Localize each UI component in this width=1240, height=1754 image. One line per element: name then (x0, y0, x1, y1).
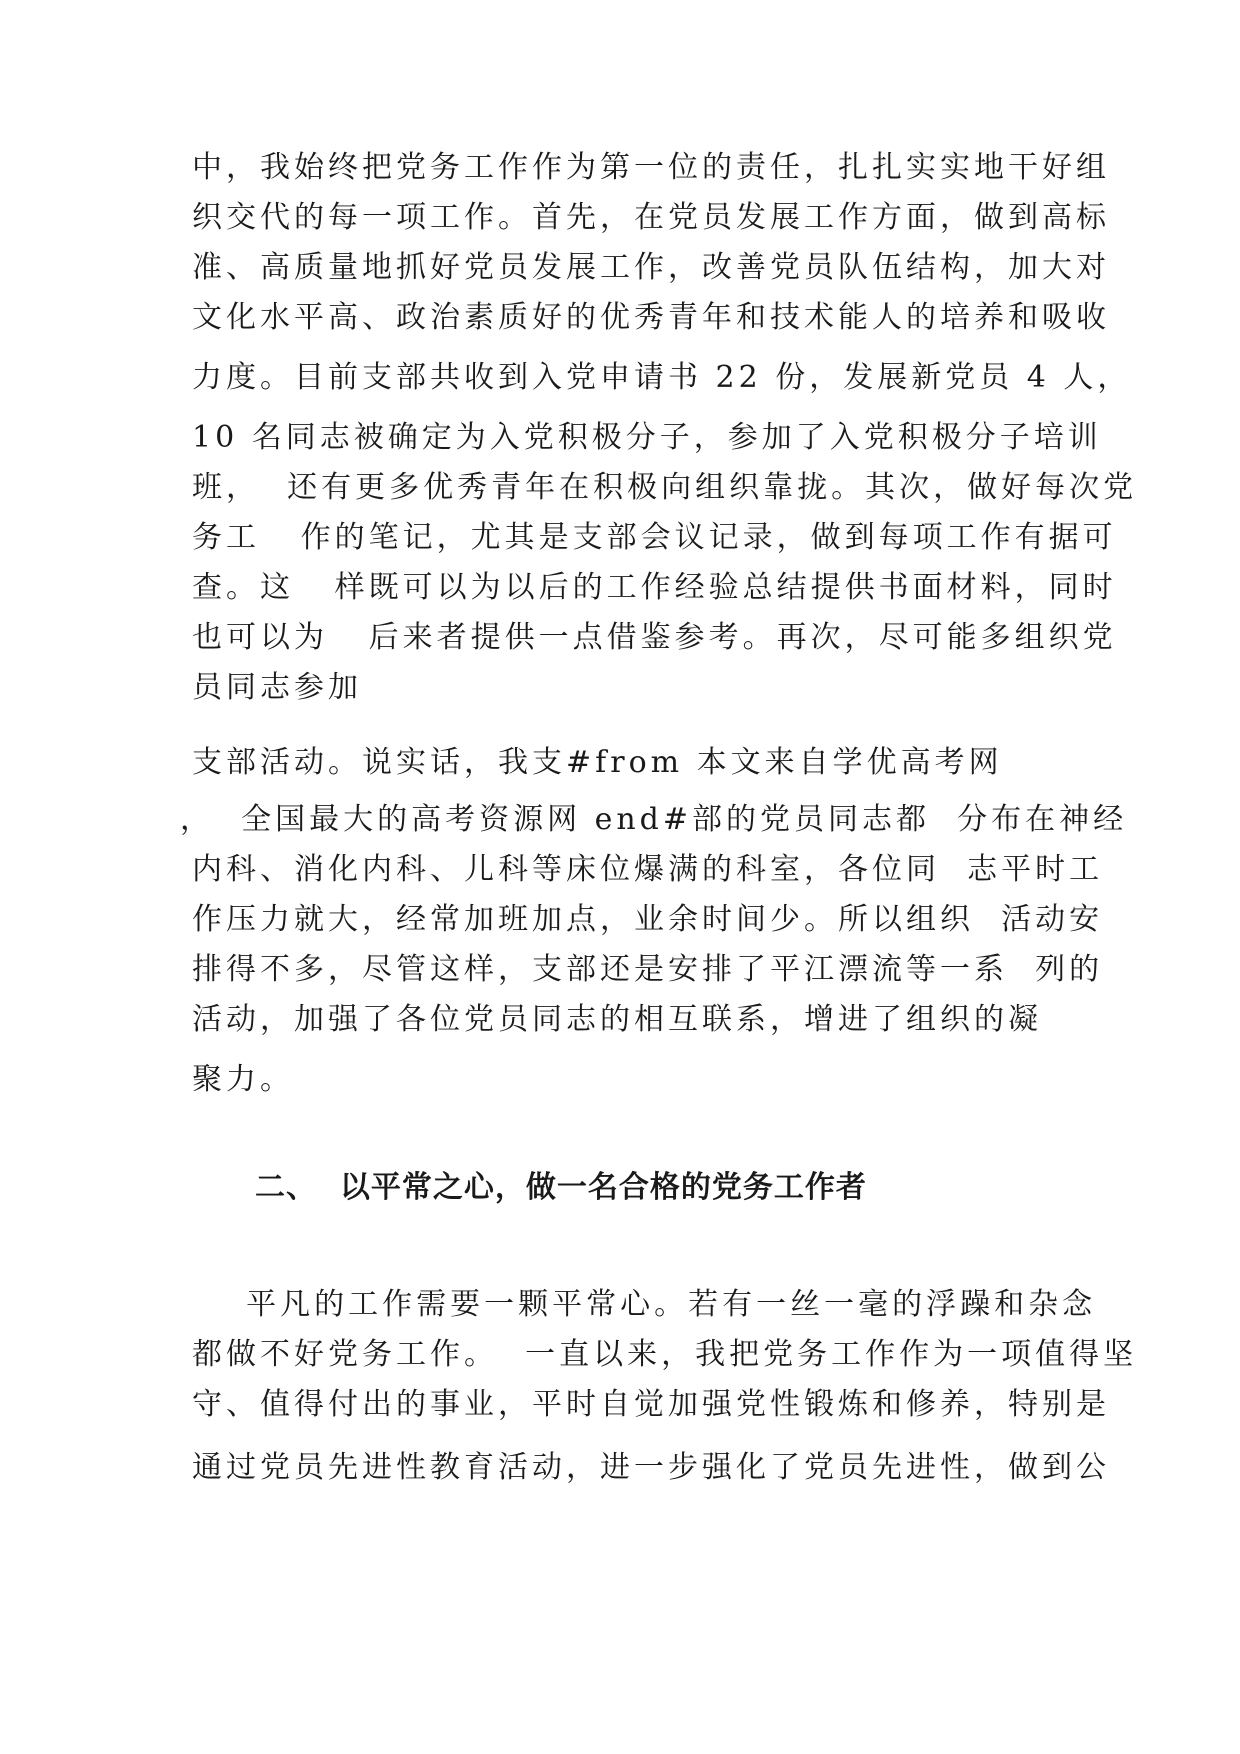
paragraph-line: 查。这 样既可以为以后的工作经验总结提供书面材料，同时 (192, 570, 1117, 605)
paragraph-line: 通过党员先进性教育活动，进一步强化了党员先进性，做到公 (192, 1450, 1110, 1485)
paragraph-line: 文化水平高、政治素质好的优秀青年和技术能人的培养和吸收 (192, 300, 1110, 335)
paragraph-line: 力度。目前支部共收到入党申请书 22 份，发展新党员 4 人， (192, 360, 1132, 395)
paragraph-line: 中，我始终把党务工作作为第一位的责任，扎扎实实地干好组 (192, 150, 1110, 185)
paragraph-line: 准、高质量地抓好党员发展工作，改善党员队伍结构，加大对 (192, 250, 1110, 285)
paragraph-line: 班， 还有更多优秀青年在积极向组织靠拢。其次，做好每次党 (192, 470, 1138, 505)
paragraph-line: 10 名同志被确定为入党积极分子，参加了入党积极分子培训 (192, 420, 1102, 455)
paragraph-line: 守、值得付出的事业，平时自觉加强党性锻炼和修养，特别是 (192, 1387, 1110, 1422)
paragraph-line: 平凡的工作需要一颗平常心。若有一丝一毫的浮躁和杂念 (192, 1287, 1097, 1322)
paragraph-line: 也可以为 后来者提供一点借鉴参考。再次，尽可能多组织党 (192, 620, 1117, 655)
paragraph-line: 作压力就大，经常加班加点，业余时间少。所以组织 活动安 (192, 902, 1104, 937)
paragraph-line: 内科、消化内科、儿科等床位爆满的科室，各位同 志平时工 (192, 852, 1104, 887)
paragraph-line: 员同志参加 (192, 670, 362, 705)
section-heading: 二、 以平常之心，做一名合格的党务工作者 (255, 1170, 867, 1205)
paragraph-line: ， 全国最大的高考资源网 end#部的党员同志都 分布在神经 (180, 802, 1128, 837)
paragraph-line: 活动，加强了各位党员同志的相互联系，增进了组织的凝 (192, 1002, 1042, 1037)
paragraph-line: 都做不好党务工作。 一直以来，我把党务工作作为一项值得坚 (192, 1337, 1138, 1372)
paragraph-line: 聚力。 (192, 1062, 294, 1097)
paragraph-line: 织交代的每一项工作。首先，在党员发展工作方面，做到高标 (192, 200, 1110, 235)
paragraph-line: 支部活动。说实话，我支#from 本文来自学优高考网 (192, 745, 1003, 780)
paragraph-line: 排得不多，尽管这样，支部还是安排了平江漂流等一系 列的 (192, 952, 1104, 987)
paragraph-line: 务工 作的笔记，尤其是支部会议记录，做到每项工作有据可 (192, 520, 1117, 555)
